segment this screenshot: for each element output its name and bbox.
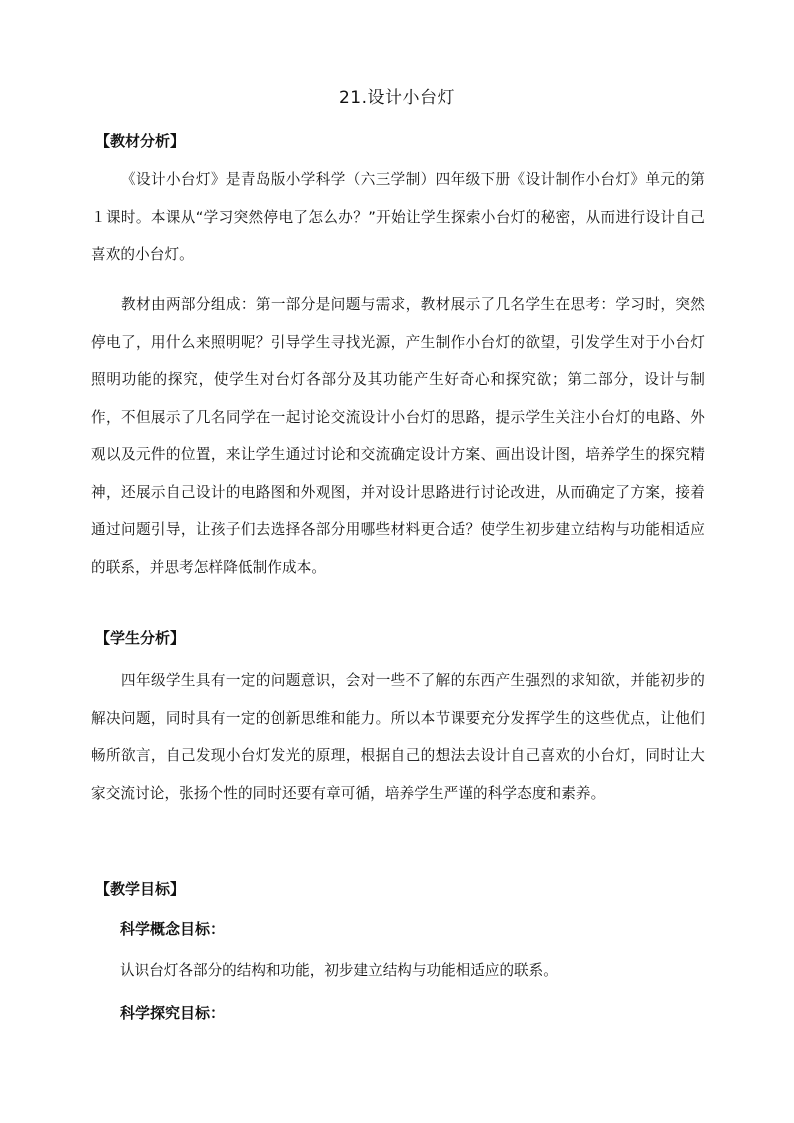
concept-goal-heading: 科学概念目标： bbox=[120, 920, 226, 938]
concept-goal-text: 认识台灯各部分的结构和功能，初步建立结构与功能相适应的联系。 bbox=[120, 962, 558, 979]
inquiry-goal-heading: 科学探究目标： bbox=[120, 1004, 226, 1022]
paragraph-student-analysis: 四年级学生具有一定的问题意识，会对一些不了解的东西产生强烈的求知欲，并能初步的解决问题，同时具有一定的创新思维和能力。所以本节课要充分发挥学生的这些优点，让他们畅所欲言，自己发现小台灯发光的原理，根据自己的想法去设计自己喜欢的小台灯，同时让大家交流讨论，张扬个性的同时还要有章可循，培养学生严谨的科学态度和素养。 bbox=[91, 672, 705, 802]
paragraph-material-analysis-2: 教材由两部分组成：第一部分是问题与需求，教材展示了几名学生在思考：学习时，突然停电了，用什么来照明呢？引导学生寻找光源，产生制作小台灯的欲望，引发学生对于小台灯照明功能的探究，使学生对台灯各部分及其功能产生好奇心和探究欲；第二部分，设计与制作，不但展示了几名同学在一起讨论交流设计小台灯的思路，提示学生关注小台灯的电路、外观以及元件的位置，来让学生通过讨论和交流确定设计方案、画出设计图，培养学生的探究精神，还展示自己设计的电路图和外观图，并对设计思路进行讨论改进，从而确定了方案，接着通过问题引导，让孩子们去选择各部分用哪些材料更合适？使学生初步建立结构与功能相适应的联系，并思考怎样降低制作成本。 bbox=[91, 296, 705, 576]
section-heading-student-analysis: 【学生分析】 bbox=[95, 629, 186, 647]
page-title: 21.设计小台灯 bbox=[338, 88, 456, 108]
paragraph-material-analysis-1: 《设计小台灯》是青岛版小学科学（六三学制）四年级下册《设计制作小台灯》单元的第１课时。本课从“学习突然停电了怎么办？”开始让学生探索小台灯的秘密，从而进行设计自己喜欢的小台灯。 bbox=[91, 171, 705, 263]
section-heading-teaching-goals: 【教学目标】 bbox=[95, 880, 186, 898]
section-heading-material-analysis: 【教材分析】 bbox=[95, 132, 186, 150]
